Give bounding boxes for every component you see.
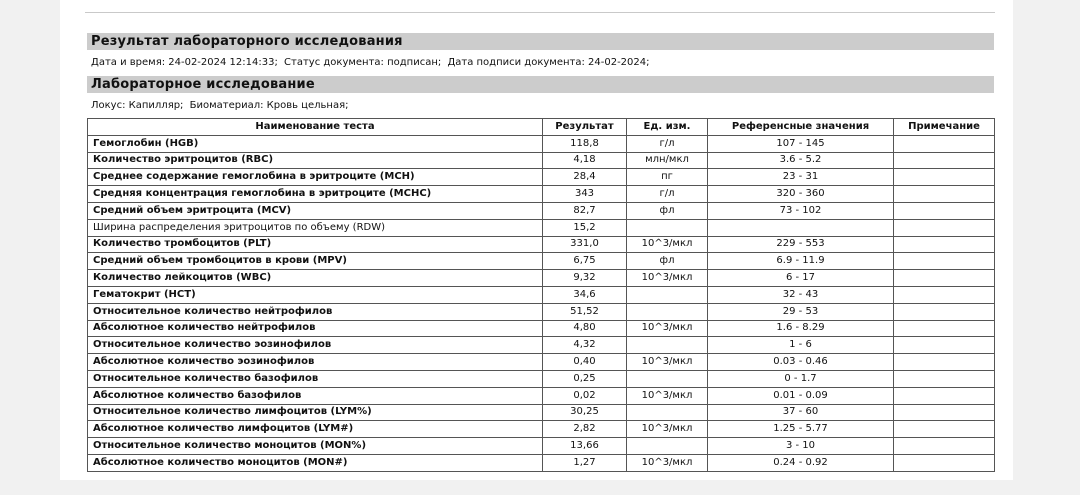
result-cell: 13,66: [543, 438, 627, 455]
report-title: Результат лабораторного исследования: [87, 33, 994, 50]
table-row: [88, 236, 995, 253]
reference-cell: 0.01 - 0.09: [708, 387, 894, 404]
unit-cell: [627, 286, 708, 303]
result-cell: 34,6: [543, 286, 627, 303]
table-header-row: [88, 119, 995, 136]
unit-cell: [627, 370, 708, 387]
note-cell: [894, 253, 995, 270]
table-row: [88, 438, 995, 455]
reference-cell: 6.9 - 11.9: [708, 253, 894, 270]
result-cell: 343: [543, 186, 627, 203]
study-meta-line: [91, 100, 351, 112]
unit-cell: 10^3/мкл: [627, 320, 708, 337]
test-name-cell: Абсолютное количество моноцитов (MON#): [88, 454, 543, 471]
unit-cell: пг: [627, 169, 708, 186]
unit-cell: фл: [627, 202, 708, 219]
header-note: Примечание: [894, 119, 995, 136]
table-row: [88, 253, 995, 270]
note-cell: [894, 236, 995, 253]
test-name-cell: Относительное количество лимфоцитов (LYM%): [88, 404, 543, 421]
reference-cell: 1 - 6: [708, 337, 894, 354]
header-unit: Ед. изм.: [627, 119, 708, 136]
table-row: [88, 152, 995, 169]
result-cell: 4,18: [543, 152, 627, 169]
table-row: [88, 421, 995, 438]
top-divider: [85, 12, 995, 13]
test-name-cell: Абсолютное количество лимфоцитов (LYM#): [88, 421, 543, 438]
note-cell: [894, 152, 995, 169]
study-locus: Локус: Капилляр;: [91, 100, 184, 111]
test-name-cell: Относительное количество нейтрофилов: [88, 303, 543, 320]
reference-cell: 6 - 17: [708, 270, 894, 287]
table-row: [88, 303, 995, 320]
unit-cell: 10^3/мкл: [627, 354, 708, 371]
table-row: [88, 454, 995, 471]
test-name-cell: Среднее содержание гемоглобина в эритроците (MCH): [88, 169, 543, 186]
result-cell: 0,02: [543, 387, 627, 404]
test-name-cell: Количество тромбоцитов (PLT): [88, 236, 543, 253]
note-cell: [894, 354, 995, 371]
test-name-cell: Абсолютное количество эозинофилов: [88, 354, 543, 371]
reference-cell: 3 - 10: [708, 438, 894, 455]
study-title: Лабораторное исследование: [87, 76, 994, 93]
unit-cell: [627, 219, 708, 236]
unit-cell: [627, 404, 708, 421]
table-row: [88, 219, 995, 236]
table-row: [88, 169, 995, 186]
note-cell: [894, 270, 995, 287]
result-cell: 4,32: [543, 337, 627, 354]
note-cell: [894, 404, 995, 421]
reference-cell: 0 - 1.7: [708, 370, 894, 387]
test-name-cell: Средний объем эритроцита (MCV): [88, 202, 543, 219]
reference-cell: 0.03 - 0.46: [708, 354, 894, 371]
note-cell: [894, 370, 995, 387]
result-cell: 6,75: [543, 253, 627, 270]
table-row: [88, 320, 995, 337]
result-cell: 2,82: [543, 421, 627, 438]
test-name-cell: Абсолютное количество базофилов: [88, 387, 543, 404]
reference-cell: [708, 219, 894, 236]
result-cell: 15,2: [543, 219, 627, 236]
table-row: [88, 270, 995, 287]
table-row: [88, 354, 995, 371]
unit-cell: г/л: [627, 186, 708, 203]
note-cell: [894, 286, 995, 303]
result-cell: 4,80: [543, 320, 627, 337]
report-status: Статус документа: подписан;: [284, 57, 442, 68]
reference-cell: 29 - 53: [708, 303, 894, 320]
unit-cell: [627, 303, 708, 320]
unit-cell: 10^3/мкл: [627, 387, 708, 404]
unit-cell: 10^3/мкл: [627, 421, 708, 438]
table-row: [88, 186, 995, 203]
test-name-cell: Ширина распределения эритроцитов по объему (RDW): [88, 219, 543, 236]
note-cell: [894, 169, 995, 186]
test-name-cell: Абсолютное количество нейтрофилов: [88, 320, 543, 337]
header-result: Результат: [543, 119, 627, 136]
test-name-cell: Количество эритроцитов (RBC): [88, 152, 543, 169]
test-name-cell: Гемоглобин (HGB): [88, 135, 543, 152]
note-cell: [894, 454, 995, 471]
unit-cell: млн/мкл: [627, 152, 708, 169]
report-date: Дата и время: 24-02-2024 12:14:33;: [91, 57, 278, 68]
result-cell: 0,40: [543, 354, 627, 371]
note-cell: [894, 303, 995, 320]
unit-cell: 10^3/мкл: [627, 270, 708, 287]
test-name-cell: Средняя концентрация гемоглобина в эритроците (MCHC): [88, 186, 543, 203]
unit-cell: 10^3/мкл: [627, 236, 708, 253]
table-row: [88, 337, 995, 354]
unit-cell: г/л: [627, 135, 708, 152]
table-row: [88, 387, 995, 404]
table-row: [88, 202, 995, 219]
reference-cell: 3.6 - 5.2: [708, 152, 894, 169]
reference-cell: 229 - 553: [708, 236, 894, 253]
note-cell: [894, 438, 995, 455]
study-biomaterial: Биоматериал: Кровь цельная;: [189, 100, 349, 111]
result-cell: 9,32: [543, 270, 627, 287]
result-cell: 118,8: [543, 135, 627, 152]
test-name-cell: Относительное количество эозинофилов: [88, 337, 543, 354]
result-cell: 30,25: [543, 404, 627, 421]
unit-cell: [627, 337, 708, 354]
result-cell: 0,25: [543, 370, 627, 387]
reference-cell: 107 - 145: [708, 135, 894, 152]
note-cell: [894, 337, 995, 354]
table-row: [88, 370, 995, 387]
test-name-cell: Количество лейкоцитов (WBC): [88, 270, 543, 287]
table-body: [88, 135, 995, 471]
note-cell: [894, 202, 995, 219]
reference-cell: 1.25 - 5.77: [708, 421, 894, 438]
note-cell: [894, 387, 995, 404]
table-row: [88, 404, 995, 421]
note-cell: [894, 186, 995, 203]
lab-results-table: [87, 118, 995, 472]
reference-cell: 1.6 - 8.29: [708, 320, 894, 337]
note-cell: [894, 135, 995, 152]
note-cell: [894, 320, 995, 337]
header-test-name: Наименование теста: [88, 119, 543, 136]
result-cell: 28,4: [543, 169, 627, 186]
report-meta-line: [91, 57, 653, 69]
test-name-cell: Относительное количество базофилов: [88, 370, 543, 387]
result-cell: 82,7: [543, 202, 627, 219]
reference-cell: 37 - 60: [708, 404, 894, 421]
table-row: [88, 135, 995, 152]
reference-cell: 32 - 43: [708, 286, 894, 303]
document-page: [60, 0, 1013, 480]
test-name-cell: Средний объем тромбоцитов в крови (MPV): [88, 253, 543, 270]
report-sign-date: Дата подписи документа: 24-02-2024;: [447, 57, 650, 68]
reference-cell: 320 - 360: [708, 186, 894, 203]
unit-cell: 10^3/мкл: [627, 454, 708, 471]
header-reference: Референсные значения: [708, 119, 894, 136]
reference-cell: 23 - 31: [708, 169, 894, 186]
result-cell: 1,27: [543, 454, 627, 471]
note-cell: [894, 219, 995, 236]
result-cell: 331,0: [543, 236, 627, 253]
table-row: [88, 286, 995, 303]
reference-cell: 0.24 - 0.92: [708, 454, 894, 471]
test-name-cell: Относительное количество моноцитов (MON%): [88, 438, 543, 455]
test-name-cell: Гематокрит (HCT): [88, 286, 543, 303]
note-cell: [894, 421, 995, 438]
reference-cell: 73 - 102: [708, 202, 894, 219]
unit-cell: фл: [627, 253, 708, 270]
result-cell: 51,52: [543, 303, 627, 320]
unit-cell: [627, 438, 708, 455]
